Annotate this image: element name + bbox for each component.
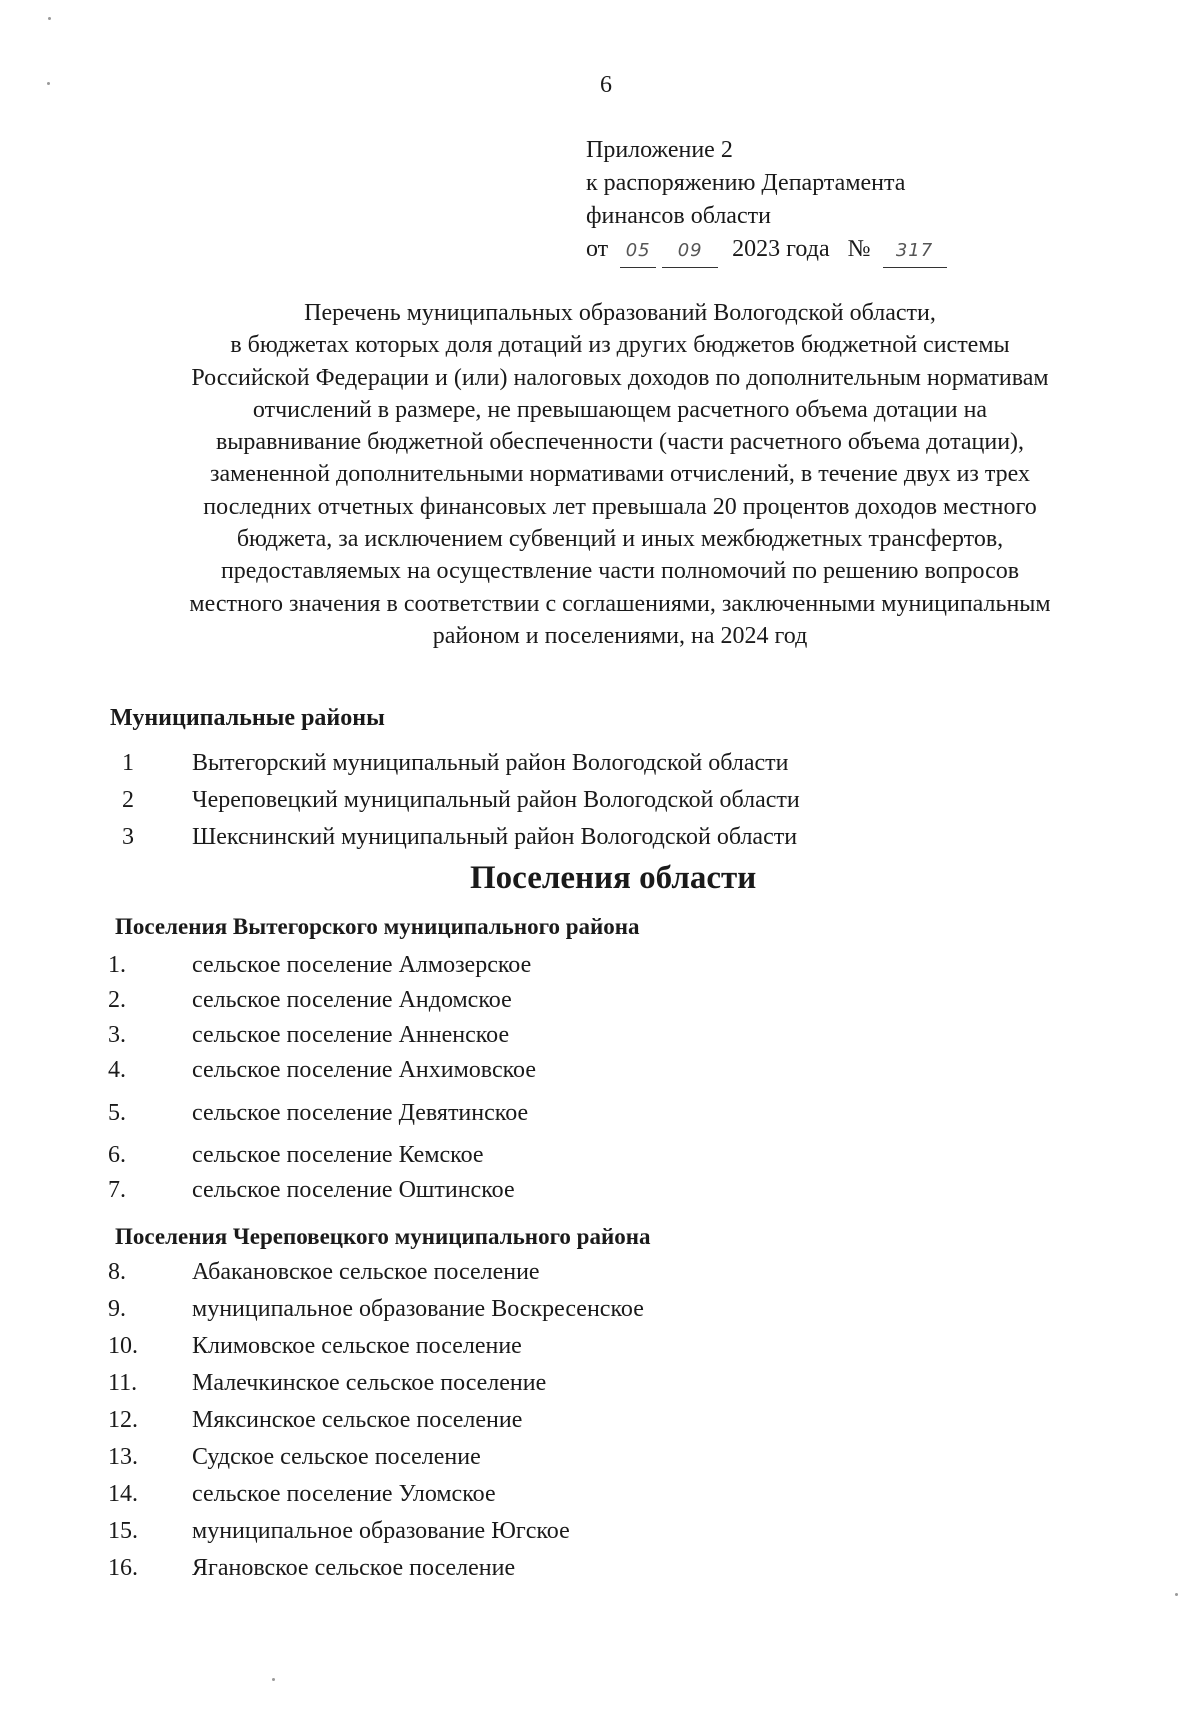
item-text: сельское поселение Анхимовское [192, 1057, 537, 1083]
item-text: Судское сельское поселение [192, 1444, 481, 1470]
number-sign: № [847, 236, 871, 262]
item-number: 10. [108, 1333, 138, 1359]
title-line: районом и поселениями, на 2024 год [432, 622, 808, 649]
appendix-line-3: финансов области [586, 203, 771, 229]
title-line: последних отчетных финансовых лет превышала 20 процентов доходов местного [203, 493, 1037, 520]
item-number: 8. [108, 1259, 126, 1285]
vytegorsky-heading: Поселения Вытегорского муниципального района [115, 914, 640, 939]
item-text: сельское поселение Оштинское [192, 1177, 515, 1203]
cherepovetsky-heading: Поселения Череповецкого муниципального района [115, 1224, 651, 1249]
date-year: 2023 года [732, 236, 830, 262]
item-number: 1 [122, 750, 134, 776]
item-number: 16. [108, 1555, 138, 1581]
item-number: 4. [108, 1057, 126, 1083]
item-text: Абакановское сельское поселение [192, 1259, 540, 1285]
date-prefix: от [586, 236, 609, 262]
item-text: сельское поселение Уломское [192, 1481, 496, 1507]
item-text: муниципальное образование Воскресенское [192, 1296, 644, 1322]
title-line: выравнивание бюджетной обеспеченности (части расчетного объема дотации), [215, 429, 1025, 456]
item-text: сельское поселение Андомское [192, 987, 512, 1013]
item-number: 11. [108, 1370, 138, 1396]
appendix-line-2: к распоряжению Департамента [586, 170, 906, 196]
item-text: Климовское сельское поселение [192, 1333, 522, 1359]
item-number: 6. [108, 1142, 126, 1168]
item-text: сельское поселение Кемское [192, 1142, 484, 1168]
handwritten-order-number: 317 [883, 234, 947, 268]
title-line: в бюджетах которых доля дотаций из других бюджетов бюджетной системы [230, 332, 1010, 359]
scan-speck [1175, 1593, 1178, 1596]
item-number: 2 [122, 787, 134, 813]
scan-speck [47, 82, 50, 85]
item-number: 12. [108, 1407, 138, 1433]
document-title [100, 297, 1140, 652]
appendix-line-1: Приложение 2 [586, 137, 733, 163]
item-number: 1. [108, 952, 126, 978]
title-line: замененной дополнительными нормативами отчислений, в течение двух из трех [209, 461, 1031, 488]
item-text: сельское поселение Анненское [192, 1022, 510, 1048]
title-line: местного значения в соответствии с соглашениями, заключенными муниципальным [189, 590, 1051, 617]
title-line: Перечень муниципальных образований Вологодской области, [304, 300, 936, 326]
item-number: 7. [108, 1177, 126, 1203]
item-text: Ягановское сельское поселение [192, 1555, 516, 1581]
item-number: 5. [108, 1100, 126, 1126]
item-text: сельское поселение Алмозерское [192, 952, 532, 978]
handwritten-date-day: 05 [620, 234, 656, 268]
item-number: 13. [108, 1444, 138, 1470]
item-text: Вытегорский муниципальный район Вологодской области [192, 750, 789, 776]
appendix-date-line [586, 233, 947, 268]
title-line: предоставляемых на осуществление части полномочий по решению вопросов [220, 558, 1020, 585]
item-number: 14. [108, 1481, 138, 1507]
item-number: 3. [108, 1022, 126, 1048]
item-text: сельское поселение Девятинское [192, 1100, 529, 1126]
scan-speck [272, 1678, 275, 1681]
title-line: Российской Федерации и (или) налоговых доходов по дополнительным нормативам [191, 364, 1049, 391]
item-number: 15. [108, 1518, 138, 1544]
title-line: бюджета, за исключением субвенций и иных межбюджетных трансфертов, [236, 526, 1004, 553]
item-number: 9. [108, 1296, 126, 1322]
districts-heading: Муниципальные районы [110, 705, 385, 731]
scan-speck [48, 17, 51, 20]
item-text: муниципальное образование Югское [192, 1518, 570, 1544]
item-text: Мяксинское сельское поселение [192, 1407, 523, 1433]
appendix-block [586, 134, 947, 268]
settlements-heading: Поселения области [470, 860, 757, 896]
item-text: Череповецкий муниципальный район Вологодской области [192, 787, 800, 813]
item-text: Малечкинское сельское поселение [192, 1370, 547, 1396]
handwritten-date-month: 09 [662, 234, 718, 268]
item-number: 2. [108, 987, 126, 1013]
page-number: 6 [600, 72, 612, 98]
item-text: Шекснинский муниципальный район Вологодской области [192, 824, 798, 850]
title-line: отчислений в размере, не превышающем расчетного объема дотации на [252, 396, 988, 423]
item-number: 3 [122, 824, 134, 850]
